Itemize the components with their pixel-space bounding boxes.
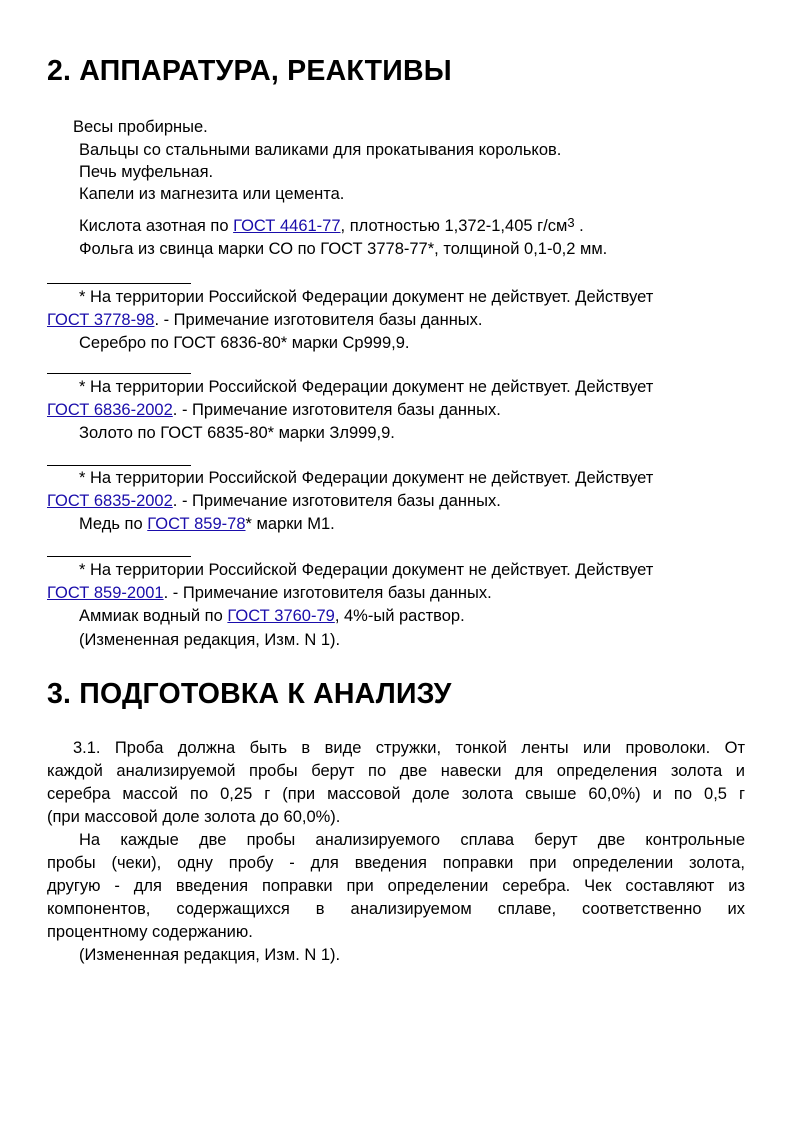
- footnote-remark: . - Примечание изготовителя базы данных.: [154, 311, 483, 329]
- paragraph-3-1-line: 3.1. Проба должна быть в виде стружки, тонкой ленты или проволоки. От: [73, 739, 745, 757]
- section-2-heading: 2. АППАРАТУРА, РЕАКТИВЫ: [47, 55, 452, 87]
- item-scales: Весы пробирные.: [73, 118, 208, 136]
- footnote-rule: [47, 373, 191, 374]
- footnote-note: [47, 309, 483, 331]
- paragraph-3-1-line: серебра массой по 0,25 г (при массовой доле золота свыше 60,0%) и по 0,5 г: [47, 785, 745, 803]
- section-3-heading: 3. ПОДГОТОВКА К АНАЛИЗУ: [47, 678, 452, 710]
- nitric-acid-end: .: [574, 217, 584, 235]
- gost-6835-2002-link[interactable]: ГОСТ 6835-2002: [47, 492, 173, 510]
- item-furnace: Печь муфельная.: [79, 163, 214, 181]
- footnote-text: * На территории Российской Федерации документ не действует. Действует: [79, 469, 654, 487]
- item-lead-foil: Фольга из свинца марки СО по ГОСТ 3778-77*, толщиной 0,1-0,2 мм.: [79, 240, 608, 258]
- gost-859-78-link[interactable]: ГОСТ 859-78: [147, 515, 246, 533]
- paragraph-3-1-cont-line: пробы (чеки), одну пробу - для введения поправки при определении золота,: [47, 854, 745, 872]
- paragraph-3-1-cont-line: процентному содержанию.: [47, 923, 253, 941]
- gost-4461-77-link[interactable]: ГОСТ 4461-77: [233, 217, 341, 235]
- nitric-acid-text: Кислота азотная по: [79, 217, 234, 235]
- item-gold: Золото по ГОСТ 6835-80* марки Зл999,9.: [79, 424, 395, 442]
- nitric-acid-density: , плотностью 1,372-1,405 г/см: [340, 217, 568, 235]
- item-nitric-acid: [79, 215, 584, 237]
- paragraph-3-1-line: каждой анализируемой пробы берут по две навески для определения золота и: [47, 762, 745, 780]
- copper-grade: * марки М1.: [245, 515, 335, 533]
- footnote-text: * На территории Российской Федерации документ не действует. Действует: [79, 378, 654, 396]
- revision-note: (Измененная редакция, Изм. N 1).: [79, 631, 341, 649]
- revision-note: (Измененная редакция, Изм. N 1).: [79, 946, 341, 964]
- superscript-3: 3: [567, 215, 575, 230]
- ammonia-text: Аммиак водный по: [79, 607, 228, 625]
- paragraph-3-1-cont-line: компонентов, содержащихся в анализируемом сплаве, соответственно их: [47, 900, 745, 918]
- paragraph-3-1-line: (при массовой доле золота до 60,0%).: [47, 808, 341, 826]
- gost-6836-2002-link[interactable]: ГОСТ 6836-2002: [47, 401, 173, 419]
- footnote-rule: [47, 556, 191, 557]
- footnote-note: [47, 399, 501, 421]
- item-ammonia: [79, 605, 465, 627]
- ammonia-solution: , 4%-ый раствор.: [334, 607, 465, 625]
- footnote-rule: [47, 465, 191, 466]
- footnote-text: * На территории Российской Федерации документ не действует. Действует: [79, 561, 654, 579]
- footnote-remark: . - Примечание изготовителя базы данных.: [163, 584, 492, 602]
- footnote-note: [47, 490, 501, 512]
- item-cupels: Капели из магнезита или цемента.: [79, 185, 345, 203]
- gost-3760-79-link[interactable]: ГОСТ 3760-79: [227, 607, 335, 625]
- paragraph-3-1-cont-line: другую - для введения поправки при определении серебра. Чек составляют из: [47, 877, 745, 895]
- footnote-note: [47, 582, 492, 604]
- item-rollers: Вальцы со стальными валиками для прокатывания корольков.: [79, 141, 562, 159]
- footnote-text: * На территории Российской Федерации документ не действует. Действует: [79, 288, 654, 306]
- item-silver: Серебро по ГОСТ 6836-80* марки Ср999,9.: [79, 334, 410, 352]
- item-copper: [79, 513, 335, 535]
- copper-text: Медь по: [79, 515, 148, 533]
- paragraph-3-1-cont-line: На каждые две пробы анализируемого сплава берут две контрольные: [79, 831, 745, 849]
- footnote-remark: . - Примечание изготовителя базы данных.: [172, 401, 501, 419]
- gost-3778-98-link[interactable]: ГОСТ 3778-98: [47, 311, 155, 329]
- footnote-remark: . - Примечание изготовителя базы данных.: [172, 492, 501, 510]
- gost-859-2001-link[interactable]: ГОСТ 859-2001: [47, 584, 164, 602]
- footnote-rule: [47, 283, 191, 284]
